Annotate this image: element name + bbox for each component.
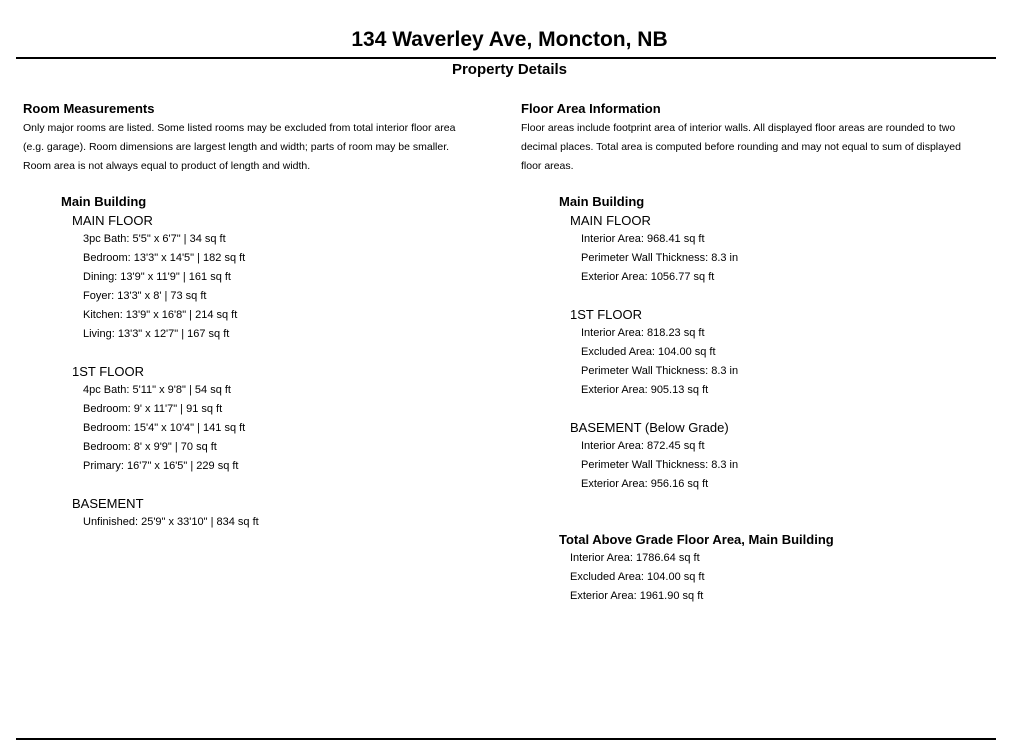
area-item: Perimeter Wall Thickness: 8.3 in xyxy=(581,459,739,471)
note-line: floor areas. xyxy=(521,160,574,172)
total-item: Interior Area: 1786.64 sq ft xyxy=(570,552,700,564)
section-note xyxy=(23,119,498,176)
room-item: Primary: 16'7" x 16'5" | 229 sq ft xyxy=(83,460,239,472)
area-item: Interior Area: 872.45 sq ft xyxy=(581,440,705,452)
floor-name: MAIN FLOOR xyxy=(72,213,153,228)
area-item: Exterior Area: 905.13 sq ft xyxy=(581,384,709,396)
total-title: Total Above Grade Floor Area, Main Building xyxy=(559,532,834,547)
floor-block xyxy=(559,418,1001,494)
note-line: (e.g. garage). Room dimensions are largest length and width; parts of room may be smaller. xyxy=(23,141,450,153)
area-item: Interior Area: 968.41 sq ft xyxy=(581,233,705,245)
note-line: Only major rooms are listed. Some listed rooms may be excluded from total interior floor area xyxy=(23,122,456,134)
room-item: Unfinished: 25'9" x 33'10" | 834 sq ft xyxy=(83,516,259,528)
room-item: Kitchen: 13'9" x 16'8" | 214 sq ft xyxy=(83,309,238,321)
section-title: Room Measurements xyxy=(23,101,155,116)
room-item: Living: 13'3" x 12'7" | 167 sq ft xyxy=(83,328,230,340)
room-measurements-section xyxy=(23,100,498,532)
room-item: 3pc Bath: 5'5" x 6'7" | 34 sq ft xyxy=(83,233,226,245)
room-item: Dining: 13'9" x 11'9" | 161 sq ft xyxy=(83,271,231,283)
floor-name: MAIN FLOOR xyxy=(570,213,651,228)
area-item: Perimeter Wall Thickness: 8.3 in xyxy=(581,365,739,377)
page-title: 134 Waverley Ave, Moncton, NB xyxy=(351,28,668,51)
note-line: Room area is not always equal to product of length and width. xyxy=(23,160,311,172)
note-line: decimal places. Total area is computed before rounding and may not equal to sum of displayed xyxy=(521,141,961,153)
floor-block xyxy=(559,305,1001,400)
floor-name: 1ST FLOOR xyxy=(72,364,145,379)
room-item: Bedroom: 13'3" x 14'5" | 182 sq ft xyxy=(83,252,246,264)
room-item: 4pc Bath: 5'11" x 9'8" | 54 sq ft xyxy=(83,384,231,396)
room-item: Bedroom: 9' x 11'7" | 91 sq ft xyxy=(83,403,223,415)
area-item: Perimeter Wall Thickness: 8.3 in xyxy=(581,252,739,264)
room-item: Foyer: 13'3" x 8' | 73 sq ft xyxy=(83,290,207,302)
floor-block xyxy=(559,211,1001,287)
total-item: Exterior Area: 1961.90 sq ft xyxy=(570,590,704,602)
floor-name: 1ST FLOOR xyxy=(570,307,643,322)
building-block xyxy=(23,192,498,532)
section-note xyxy=(521,119,1001,176)
floor-block xyxy=(61,211,498,344)
building-title: Main Building xyxy=(61,194,147,209)
total-area-block xyxy=(521,530,1001,606)
floor-name: BASEMENT (Below Grade) xyxy=(570,420,729,435)
floor-name: BASEMENT xyxy=(72,496,144,511)
floor-block xyxy=(61,362,498,476)
page-subtitle: Property Details xyxy=(451,61,568,78)
header-divider xyxy=(16,57,996,59)
building-title: Main Building xyxy=(559,194,645,209)
room-item: Bedroom: 15'4" x 10'4" | 141 sq ft xyxy=(83,422,246,434)
room-item: Bedroom: 8' x 9'9" | 70 sq ft xyxy=(83,441,217,453)
building-block xyxy=(521,192,1001,494)
floor-area-section xyxy=(521,100,1001,606)
area-item: Interior Area: 818.23 sq ft xyxy=(581,327,705,339)
area-item: Exterior Area: 956.16 sq ft xyxy=(581,478,709,490)
footer-divider xyxy=(16,738,996,740)
total-item: Excluded Area: 104.00 sq ft xyxy=(570,571,705,583)
area-item: Excluded Area: 104.00 sq ft xyxy=(581,346,716,358)
floor-block xyxy=(61,494,498,532)
section-title: Floor Area Information xyxy=(521,101,661,116)
note-line: Floor areas include footprint area of interior walls. All displayed floor areas are rounded to two xyxy=(521,122,956,134)
area-item: Exterior Area: 1056.77 sq ft xyxy=(581,271,715,283)
